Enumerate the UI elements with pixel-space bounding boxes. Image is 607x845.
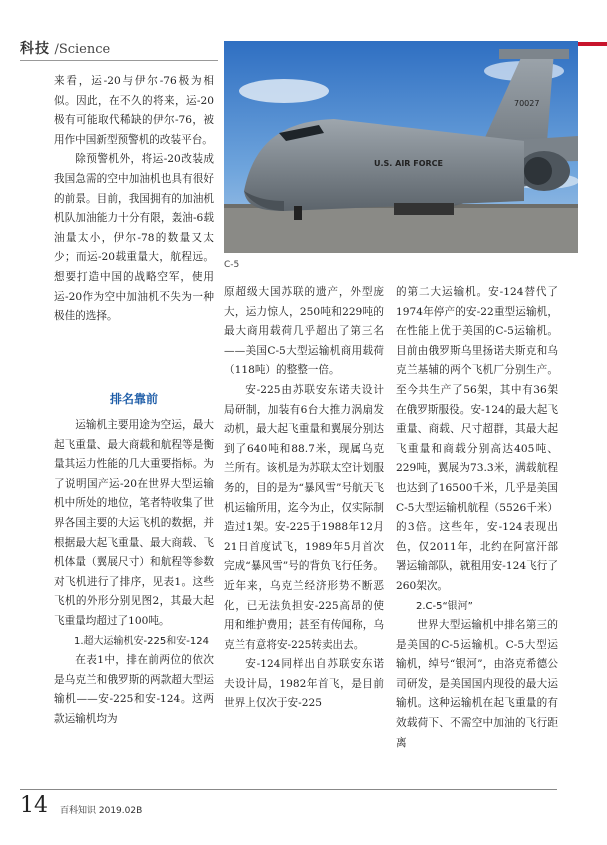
- paragraph: 来看，运-20与伊尔-76极为相似。因此，在不久的将来，运-20极有可能取代稀缺的伊尔-76，被用作中国新型预警机的改装平台。: [54, 75, 214, 146]
- paragraph: 的第二大运输机。安-124替代了1974年停产的安-22重型运输机，在性能上优于美国的C-5运输机。目前由俄罗斯乌里扬诺夫斯克和乌克兰基辅的两个飞机厂分别生产。至今共生产了56架，其中有36架在俄罗斯服役。安-124的最大起飞重量、商载、尺寸超群，其最大起飞重量和商载分别高达405吨、229吨，翼展为73.3米，满载航程也达到了16500千米，几乎是美国C-5大型运输机航程（5526千米）的3倍。这些年，安-124表现出色，仅2011年，北约在阿富汗部署运输部队，就租用安-124飞行了260架次。: [396, 286, 558, 592]
- section-category: 科技: [20, 41, 50, 57]
- fuselage-marking: U.S. AIR FORCE: [374, 159, 443, 168]
- paragraph: 在表1中，排在前两位的依次是乌克兰和俄罗斯的两款超大型运输机——安-225和安-124。这两款运输机均为: [54, 654, 214, 725]
- aircraft-photo: [224, 41, 578, 253]
- column-1-continued: [54, 416, 214, 730]
- photo-caption: C-5: [224, 260, 240, 270]
- column-1: [54, 72, 214, 327]
- column-2: [224, 283, 384, 714]
- section-english: /Science: [54, 42, 111, 57]
- footer-rule: [20, 789, 557, 790]
- paragraph: 运输机主要用途为空运，最大起飞重量、最大商载和航程等是衡量其运力性能的几大重要指标。为了说明国产运-20在世界大型运输机中所处的地位，笔者特收集了世界各国主要的大运飞机的数据，并根据最大起飞重量、最大商载、飞机体量（翼展尺寸）和航程等参数对飞机进行了排序，见表1。这些飞机的外形分别见图2，其最大起飞重量均超过了100吨。: [54, 419, 214, 627]
- paragraph: 原超级大国苏联的遗产，外型庞大，运力惊人，250吨和229吨的最大商用载荷几乎超出了第三名——美国C-5大型运输机商用载荷（118吨）的整整一倍。: [224, 286, 384, 377]
- tail-number: 70027: [514, 99, 540, 108]
- subheading: 1.超大运输机安-225和安-124: [74, 635, 209, 647]
- header-rule: [20, 60, 218, 61]
- magazine-issue: 百科知识 2019.02B: [60, 806, 143, 816]
- column-3: [396, 283, 558, 753]
- paragraph: 安-225由苏联安东诺夫设计局研制，加装有6台大推力涡扇发动机，最大起飞重量和翼展分别达到了640吨和88.7米，现属乌克兰所有。该机是为苏联太空计划服务的，目的是为“暴风雪”号航天飞机运输所用，迄今为止，仅实际制造过1架。安-225于1988年12月21日首度试飞，1989年5月首次完成“暴风雪”号的背负飞行任务。近年来，乌克兰经济形势不断恶化，已无法负担安-225高昂的使用和维护费用；甚至有传闻称，乌克兰有意将安-225转卖出去。: [224, 383, 384, 651]
- section-header: [20, 38, 110, 58]
- paragraph: 除预警机外，将运-20改装成我国急需的空中加油机也具有很好的前景。目前，我国拥有的加油机机队加油能力十分有限，轰油-6载油量太小，伊尔-78的数量又太少；而运-20载重量大，航程远。想要打造中国的战略空军，使用运-20作为空中加油机不失为一种极佳的选择。: [54, 153, 214, 323]
- paragraph: 世界大型运输机中排名第三的是美国的C-5运输机。C-5大型运输机，绰号“银河”，由洛克希德公司研发，是美国国内现役的最大运输机。这种运输机在起飞重量的有效载荷下、不需空中加油的飞行距离: [396, 619, 558, 749]
- paragraph: 安-124同样出自苏联安东诺夫设计局，1982年首飞，是目前世界上仅次于安-225: [224, 658, 384, 710]
- section-heading: 排名靠前: [109, 392, 158, 406]
- subheading: 2.C-5“银河”: [416, 600, 473, 612]
- page-number: 14: [20, 793, 48, 818]
